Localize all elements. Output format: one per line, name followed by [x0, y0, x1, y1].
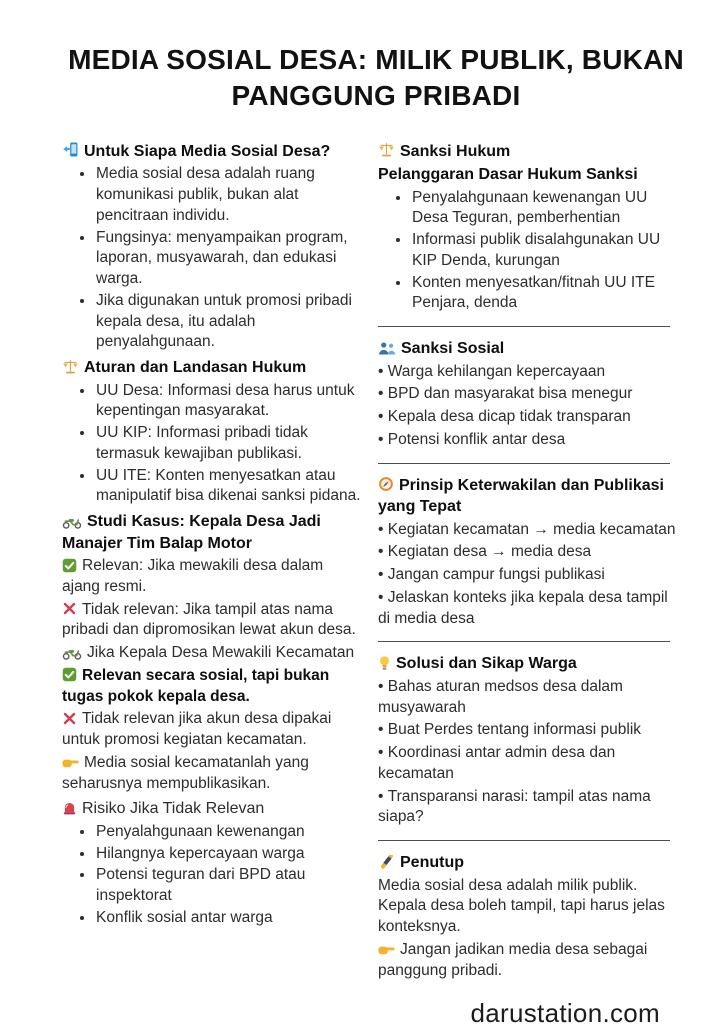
section-title: Aturan dan Landasan Hukum [84, 359, 307, 377]
section-title: Penutup [400, 854, 464, 872]
section-prinsip [378, 475, 676, 630]
cross-mark-icon [62, 711, 77, 726]
section-title: Untuk Siapa Media Sosial Desa? [84, 142, 331, 160]
section-divider [378, 463, 670, 464]
section-risiko-header [62, 798, 364, 819]
dot-item: • Bahas aturan medsos desa dalam musyawarah [378, 677, 676, 719]
light-bulb-icon [378, 655, 391, 671]
section-prinsip-header [378, 475, 676, 518]
sanksi-hukum-list [378, 188, 676, 315]
check-mark-icon [62, 558, 77, 573]
dot-item: • Kegiatan desa → media desa [378, 542, 676, 563]
section-title: Prinsip Keterwakilan dan Publikasi yang Tepat [378, 476, 664, 516]
aturan-hukum-list [62, 381, 364, 508]
section-sanksi-sosial [378, 338, 676, 451]
list-item: • Media sosial desa adalah ruang komunikasi publik, bukan alat pencitraan individu. [95, 164, 364, 226]
list-item: • Informasi publik disalahgunakan UU KIP Denda, kurungan [411, 230, 676, 272]
relevan-text: Relevan: Jika mewakili desa dalam ajang resmi. [62, 557, 324, 595]
dot-item: • BPD dan masyarakat bisa menegur [378, 384, 676, 405]
dot-item: • Warga kehilangan kepercayaan [378, 362, 676, 383]
dot-item: • Koordinasi antar admin desa dan kecamatan [378, 743, 676, 785]
police-car-light-icon [62, 801, 77, 816]
left-column [62, 137, 364, 931]
section-divider [378, 641, 670, 642]
mobile-phone-arrow-icon [62, 141, 79, 158]
list-item: • UU Desa: Informasi desa harus untuk kepentingan masyarakat. [95, 381, 364, 423]
section-title: Sanksi Hukum [400, 142, 511, 160]
penutup-note-text: Jangan jadikan media desa sebagai panggung pribadi. [378, 940, 648, 979]
list-item: • Konflik sosial antar warga [95, 908, 364, 929]
section-studi-kasus-header [62, 511, 364, 554]
tidak-relevan-kecamatan-text: Tidak relevan jika akun desa dipakai untuk promosi kegiatan kecamatan. [62, 710, 332, 749]
section-aturan-hukum-header [62, 357, 364, 378]
section-divider [378, 840, 670, 841]
section-solusi-header [378, 653, 676, 674]
pointing-right-icon [378, 943, 395, 956]
media-kecamatan-note-line [62, 753, 364, 795]
writing-hand-icon [378, 855, 395, 870]
media-kecamatan-note-text: Media sosial kecamatanlah yang seharusnya mempublikasikan. [62, 753, 309, 792]
section-title: Studi Kasus: Kepala Desa Jadi Manajer Tim Balap Motor [62, 513, 321, 552]
list-item: • Potensi teguran dari BPD atau inspektorat [95, 865, 364, 907]
compass-icon [378, 476, 394, 492]
list-item: • UU ITE: Konten menyesatkan atau manipulatif bisa dikenai sanksi pidana. [95, 466, 364, 508]
website-credit: darustation.com [470, 997, 660, 1028]
list-item: • Hilangnya kepercayaan warga [95, 844, 364, 865]
balance-scales-icon [62, 359, 79, 375]
sanksi-hukum-subheader: Pelanggaran Dasar Hukum Sanksi [378, 166, 638, 184]
penutup-body: Media sosial desa adalah milik publik. Kepala desa boleh tampil, tapi harus jelas konteksnya. [378, 876, 665, 936]
check-mark-icon [62, 667, 77, 682]
relevan-line [62, 556, 364, 598]
right-column [378, 137, 676, 984]
section-penutup [378, 852, 676, 981]
dot-item: • Kepala desa dicap tidak transparan [378, 407, 676, 428]
section-penutup-header [378, 852, 676, 873]
content-columns [62, 137, 694, 984]
list-item: • Penyalahgunaan kewenangan [95, 822, 364, 843]
section-title: Solusi dan Sikap Warga [396, 655, 577, 673]
list-item: • Penyalahgunaan kewenangan UU Desa Teguran, pemberhentian [411, 188, 676, 230]
penutup-note-line [378, 940, 676, 982]
section-title: Sanksi Sosial [401, 340, 505, 358]
section-sanksi-hukum [378, 141, 676, 314]
dot-item: • Transparansi narasi: tampil atas nama siapa? [378, 787, 676, 829]
relevan-sosial-text: Relevan secara sosial, tapi bukan tugas pokok kepala desa. [62, 666, 330, 705]
busts-in-silhouette-icon [378, 341, 396, 356]
untuk-siapa-list [62, 164, 364, 353]
balance-scales-icon [378, 142, 395, 158]
dot-item: • Buat Perdes tentang informasi publik [378, 720, 676, 741]
section-divider [378, 326, 670, 327]
section-title: Jika Kepala Desa Mewakili Kecamatan [87, 644, 355, 662]
dot-item: • Jelaskan konteks jika kepala desa tampil di media desa [378, 588, 676, 630]
section-title: Risiko Jika Tidak Relevan [82, 800, 265, 818]
section-sanksi-sosial-header [378, 338, 676, 359]
list-item: • Jika digunakan untuk promosi pribadi kepala desa, itu adalah penyalahgunaan. [95, 291, 364, 353]
risiko-list [62, 822, 364, 929]
list-item: • UU KIP: Informasi pribadi tidak termasuk kewajiban publikasi. [95, 423, 364, 465]
dot-item: • Jangan campur fungsi publikasi [378, 565, 676, 586]
pointing-right-icon [62, 756, 79, 769]
tidak-relevan-text: Tidak relevan: Jika tampil atas nama pribadi dan dipromosikan lewat akun desa. [62, 600, 356, 639]
cross-mark-icon [62, 601, 77, 616]
list-item: • Konten menyesatkan/fitnah UU ITE Penjara, denda [411, 273, 676, 315]
page-title: MEDIA SOSIAL DESA: MILIK PUBLIK, BUKAN PANGGUNG PRIBADI [68, 44, 684, 112]
tidak-relevan-line [62, 600, 364, 642]
dot-item: • Potensi konflik antar desa [378, 430, 676, 451]
list-item: • Fungsinya: menyampaikan program, laporan, musyawarah, dan edukasi warga. [95, 228, 364, 290]
section-sanksi-hukum-header [378, 141, 676, 162]
motorcycle-icon [62, 646, 82, 660]
tidak-relevan-kecamatan-line [62, 709, 364, 751]
relevan-sosial-line [62, 666, 364, 708]
section-mewakili-kecamatan-header [62, 643, 364, 664]
dot-item: • Kegiatan kecamatan → media kecamatan [378, 520, 676, 541]
section-untuk-siapa-header [62, 141, 364, 162]
motorcycle-icon [62, 515, 82, 529]
section-solusi [378, 653, 676, 828]
